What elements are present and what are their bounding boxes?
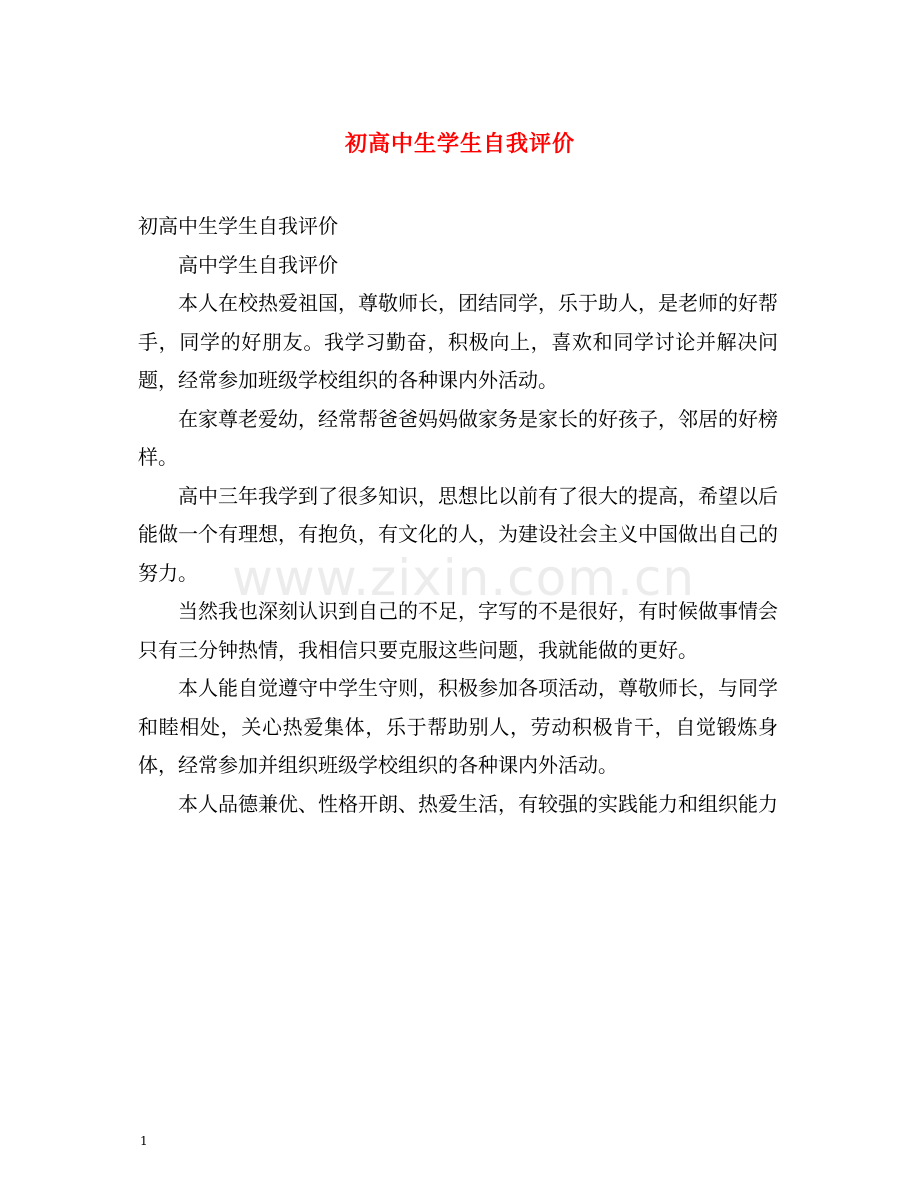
paragraph: 本人品德兼优、性格开朗、热爱生活，有较强的实践能力和组织能力 [178,791,778,816]
paragraph-subheading: 高中学生自我评价 [178,252,338,277]
paragraph: 当然我也深刻认识到自己的不足，字写的不是很好，有时候做事情会只有三分钟热情，我相信只要克服这些问题，我就能做的更好。 [138,599,778,662]
paragraph-heading: 初高中生学生自我评价 [138,214,338,238]
paragraph: 本人在校热爱祖国，尊敬师长，团结同学，乐于助人，是老师的好帮手，同学的好朋友。我学习勤奋，积极向上，喜欢和同学讨论并解决问题，经常参加班级学校组织的各种课内外活动。 [138,291,778,392]
document-body [138,207,778,823]
watermark: www.zixin.com.cn [232,549,696,607]
document-title: 初高中生学生自我评价 [344,131,575,157]
paragraph: 在家尊老爱幼，经常帮爸爸妈妈做家务是家长的好孩子，邻居的好榜样。 [138,406,778,469]
page-number: 1 [140,1134,148,1148]
paragraph: 本人能自觉遵守中学生守则，积极参加各项活动，尊敬师长，与同学和睦相处，关心热爱集体，乐于帮助别人，劳动积极肯干，自觉锻炼身体，经常参加并组织班级学校组织的各种课内外活动。 [138,676,778,777]
paragraph: 高中三年我学到了很多知识，思想比以前有了很大的提高，希望以后能做一个有理想，有抱负，有文化的人，为建设社会主义中国做出自己的努力。 [138,483,778,585]
